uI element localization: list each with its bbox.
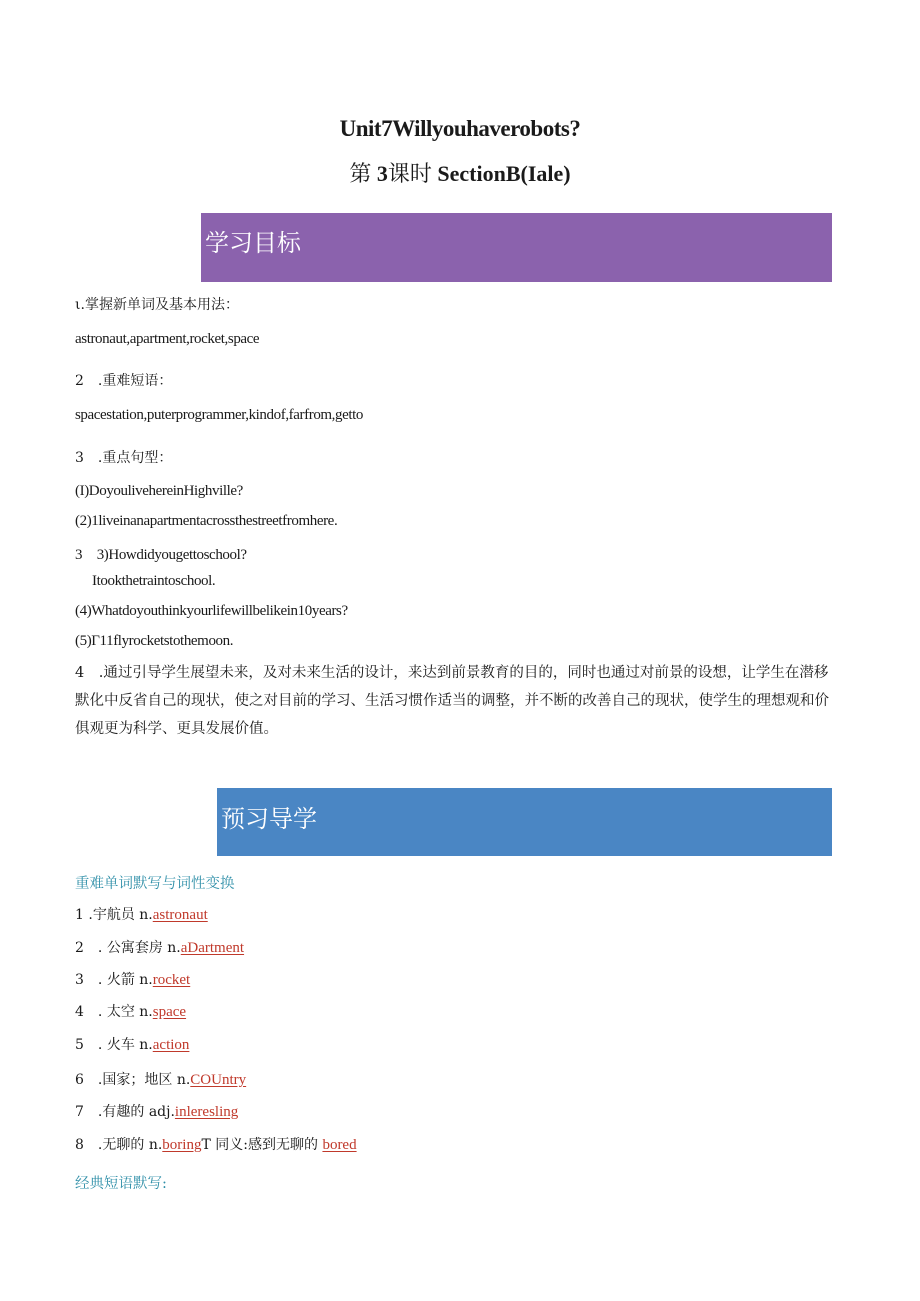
vocab-label: .宇航员 n. bbox=[88, 907, 153, 923]
objective-3-text: .重点句型： bbox=[97, 450, 173, 466]
vocab-label: . 火车 n. bbox=[97, 1037, 153, 1053]
objectives-banner: 学习目标 bbox=[201, 213, 832, 282]
vocab-item bbox=[75, 1138, 357, 1153]
objective-2-text: .重难短语： bbox=[97, 373, 173, 389]
objective-3-label bbox=[75, 451, 172, 465]
sentence-4: (4)Whatdoyouthinkyourlifewillbelikein10years? bbox=[75, 603, 348, 619]
vocab-label: .国家；地区 n. bbox=[97, 1072, 191, 1088]
sentence-3: 3 3)Howdidyougettoschool? bbox=[75, 547, 247, 563]
vocab-num: 2 bbox=[75, 940, 84, 956]
vocab-item bbox=[75, 973, 190, 988]
objective-4-number: 4 bbox=[75, 665, 85, 681]
subtitle-mid: 课时 bbox=[387, 161, 432, 186]
phrases-heading: 经典短语默写: bbox=[75, 1176, 167, 1192]
vocab-label: . 太空 n. bbox=[97, 1004, 153, 1020]
objective-3-number: 3 bbox=[75, 450, 84, 466]
objective-4-paragraph bbox=[75, 659, 835, 743]
subtitle-prefix: 第 bbox=[349, 161, 372, 186]
vocab-answer: boring bbox=[162, 1137, 202, 1153]
vocab-answer-2: bored bbox=[322, 1137, 357, 1153]
vocab-label: . 公寓套房 n. bbox=[97, 940, 181, 956]
vocab-num: 3 bbox=[75, 972, 84, 988]
sentence-5: (5)Γ11flyrocketstothemoon. bbox=[75, 633, 234, 649]
vocab-num: 1 bbox=[75, 907, 84, 923]
vocab-extra: T 同义:感到无聊的 bbox=[201, 1137, 318, 1153]
subtitle-number: 3 bbox=[376, 161, 388, 186]
vocab-answer: aDartment bbox=[180, 940, 245, 956]
objective-2-phrases: spacestation,puterprogrammer,kindof,farfrom,getto bbox=[75, 407, 364, 423]
vocab-item bbox=[75, 1038, 189, 1053]
vocab-label: . 火箭 n. bbox=[97, 972, 153, 988]
vocab-num: 5 bbox=[75, 1037, 84, 1053]
vocab-heading: 重难单词默写与词性变换 bbox=[75, 876, 235, 892]
subtitle-section: SectionB(Iale) bbox=[437, 161, 571, 186]
objective-4-text: .通过引导学生展望未来，及对未来生活的设计，来达到前景教育的目的，同时也通过对前景的设想，让学生在潜移默化中反省自己的现状，使之对目前的学习、生活习惯作适当的调整，并不断的改善自己的现状，使学生的理想观和价俱观更为科学、更具发展价值。 bbox=[75, 665, 829, 737]
vocab-answer: rocket bbox=[152, 972, 191, 988]
vocab-item bbox=[75, 1073, 246, 1088]
vocab-num: 7 bbox=[75, 1104, 84, 1120]
vocab-answer: action bbox=[152, 1037, 190, 1053]
vocab-item bbox=[75, 941, 244, 956]
vocab-item bbox=[75, 908, 208, 923]
page-title: Unit7Willyouhaverobots? bbox=[339, 116, 581, 141]
page-subtitle bbox=[0, 157, 920, 188]
objective-2-label bbox=[75, 374, 172, 388]
vocab-answer: COUntry bbox=[190, 1072, 247, 1088]
objective-1-label: ι.掌握新单词及基本用法： bbox=[75, 297, 239, 313]
vocab-answer: space bbox=[152, 1004, 187, 1020]
vocab-item bbox=[75, 1005, 186, 1020]
sentence-3-answer: Itookthetraintoschool. bbox=[92, 573, 216, 589]
vocab-answer: astronaut bbox=[152, 907, 208, 923]
sentence-2: (2)1liveinanapartmentacrossthestreetfromhere. bbox=[75, 513, 338, 529]
sentence-1: (I)DoyoulivehereinHighville? bbox=[75, 483, 243, 499]
vocab-label: .无聊的 n. bbox=[97, 1137, 163, 1153]
objective-2-number: 2 bbox=[75, 373, 84, 389]
vocab-item bbox=[75, 1105, 238, 1120]
preview-banner: 预习导学 bbox=[217, 788, 832, 856]
vocab-answer: inleresling bbox=[174, 1104, 239, 1120]
objective-1-words: astronaut,apartment,rocket,space bbox=[75, 331, 260, 347]
vocab-label: .有趣的 adj. bbox=[97, 1104, 175, 1120]
vocab-num: 4 bbox=[75, 1004, 84, 1020]
vocab-num: 8 bbox=[75, 1137, 84, 1153]
vocab-num: 6 bbox=[75, 1072, 84, 1088]
